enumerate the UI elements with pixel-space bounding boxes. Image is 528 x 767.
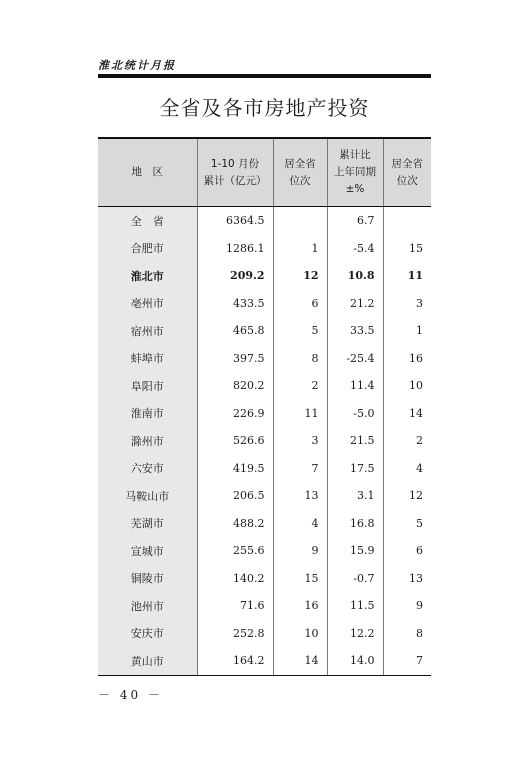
rank-growth-cell: 13 <box>383 565 431 593</box>
growth-cell: 14.0 <box>327 647 383 675</box>
page-title: 全省及各市房地产投资 <box>159 96 370 120</box>
rank-growth-cell: 8 <box>383 620 431 648</box>
growth-cell: 3.1 <box>327 482 383 510</box>
growth-cell: 17.5 <box>327 455 383 483</box>
rank-growth-cell: 11 <box>383 262 431 290</box>
value-cell: 209.2 <box>197 262 273 290</box>
growth-cell: 6.7 <box>327 207 383 235</box>
rank-value-cell: 2 <box>273 372 327 400</box>
region-cell: 全 省 <box>98 207 197 235</box>
header-region: 地 区 <box>98 138 197 207</box>
rank-growth-cell: 2 <box>383 427 431 455</box>
rank-value-cell: 6 <box>273 290 327 318</box>
table-row <box>98 427 431 455</box>
table-row <box>98 262 431 290</box>
rank-value-cell: 12 <box>273 262 327 290</box>
rank-growth-cell: 12 <box>383 482 431 510</box>
table-row <box>98 345 431 373</box>
value-cell: 488.2 <box>197 510 273 538</box>
growth-cell: 10.8 <box>327 262 383 290</box>
growth-cell: 21.5 <box>327 427 383 455</box>
region-cell: 六安市 <box>98 455 197 483</box>
table-row <box>98 565 431 593</box>
growth-cell: 33.5 <box>327 317 383 345</box>
region-cell: 马鞍山市 <box>98 482 197 510</box>
region-cell: 阜阳市 <box>98 372 197 400</box>
rank-value-cell: 5 <box>273 317 327 345</box>
growth-cell: -5.0 <box>327 400 383 428</box>
rank-value-cell: 1 <box>273 235 327 263</box>
growth-cell: 11.4 <box>327 372 383 400</box>
table-row <box>98 235 431 263</box>
region-cell: 滁州市 <box>98 427 197 455</box>
growth-cell: -5.4 <box>327 235 383 263</box>
value-cell: 419.5 <box>197 455 273 483</box>
rank-growth-cell: 1 <box>383 317 431 345</box>
rank-growth-cell: 16 <box>383 345 431 373</box>
value-cell: 1286.1 <box>197 235 273 263</box>
rank-growth-cell: 15 <box>383 235 431 263</box>
region-cell: 宣城市 <box>98 537 197 565</box>
header-growth: 累计比 上年同期 ±% <box>327 138 383 207</box>
rank-value-cell: 7 <box>273 455 327 483</box>
region-cell: 芜湖市 <box>98 510 197 538</box>
region-cell: 蚌埠市 <box>98 345 197 373</box>
rank-value-cell: 10 <box>273 620 327 648</box>
table-row <box>98 290 431 318</box>
value-cell: 226.9 <box>197 400 273 428</box>
growth-cell: 21.2 <box>327 290 383 318</box>
rank-value-cell <box>273 207 327 235</box>
table-row <box>98 647 431 675</box>
header-rule <box>98 74 431 78</box>
investment-table <box>98 137 431 676</box>
rank-growth-cell <box>383 207 431 235</box>
header-cumulative: 1-10 月份 累计（亿元） <box>197 138 273 207</box>
value-cell: 6364.5 <box>197 207 273 235</box>
header-rank-growth: 居全省 位次 <box>383 138 431 207</box>
table-row <box>98 510 431 538</box>
value-cell: 206.5 <box>197 482 273 510</box>
value-cell: 433.5 <box>197 290 273 318</box>
rank-value-cell: 9 <box>273 537 327 565</box>
rank-growth-cell: 14 <box>383 400 431 428</box>
table-row <box>98 537 431 565</box>
growth-cell: -25.4 <box>327 345 383 373</box>
table-row <box>98 207 431 235</box>
table-row <box>98 455 431 483</box>
value-cell: 820.2 <box>197 372 273 400</box>
value-cell: 397.5 <box>197 345 273 373</box>
table-row <box>98 482 431 510</box>
table-header-row <box>98 138 431 207</box>
value-cell: 252.8 <box>197 620 273 648</box>
header-rank-value: 居全省 位次 <box>273 138 327 207</box>
value-cell: 164.2 <box>197 647 273 675</box>
table-row <box>98 317 431 345</box>
region-cell: 淮北市 <box>98 262 197 290</box>
value-cell: 140.2 <box>197 565 273 593</box>
region-cell: 亳州市 <box>98 290 197 318</box>
value-cell: 465.8 <box>197 317 273 345</box>
rank-growth-cell: 5 <box>383 510 431 538</box>
value-cell: 71.6 <box>197 592 273 620</box>
table-row <box>98 620 431 648</box>
rank-value-cell: 3 <box>273 427 327 455</box>
rank-growth-cell: 9 <box>383 592 431 620</box>
rank-value-cell: 8 <box>273 345 327 373</box>
rank-value-cell: 16 <box>273 592 327 620</box>
rank-value-cell: 15 <box>273 565 327 593</box>
rank-growth-cell: 10 <box>383 372 431 400</box>
rank-value-cell: 11 <box>273 400 327 428</box>
rank-growth-cell: 4 <box>383 455 431 483</box>
growth-cell: 11.5 <box>327 592 383 620</box>
growth-cell: -0.7 <box>327 565 383 593</box>
region-cell: 黄山市 <box>98 647 197 675</box>
page-number: － 40 － <box>98 688 163 702</box>
rank-value-cell: 14 <box>273 647 327 675</box>
rank-growth-cell: 6 <box>383 537 431 565</box>
growth-cell: 16.8 <box>327 510 383 538</box>
value-cell: 255.6 <box>197 537 273 565</box>
region-cell: 铜陵市 <box>98 565 197 593</box>
growth-cell: 15.9 <box>327 537 383 565</box>
region-cell: 安庆市 <box>98 620 197 648</box>
rank-growth-cell: 3 <box>383 290 431 318</box>
running-header: 淮北统计月报 <box>98 59 176 72</box>
region-cell: 淮南市 <box>98 400 197 428</box>
rank-value-cell: 4 <box>273 510 327 538</box>
value-cell: 526.6 <box>197 427 273 455</box>
rank-growth-cell: 7 <box>383 647 431 675</box>
table-row <box>98 400 431 428</box>
region-cell: 池州市 <box>98 592 197 620</box>
table-row <box>98 372 431 400</box>
rank-value-cell: 13 <box>273 482 327 510</box>
region-cell: 宿州市 <box>98 317 197 345</box>
table-row <box>98 592 431 620</box>
region-cell: 合肥市 <box>98 235 197 263</box>
growth-cell: 12.2 <box>327 620 383 648</box>
